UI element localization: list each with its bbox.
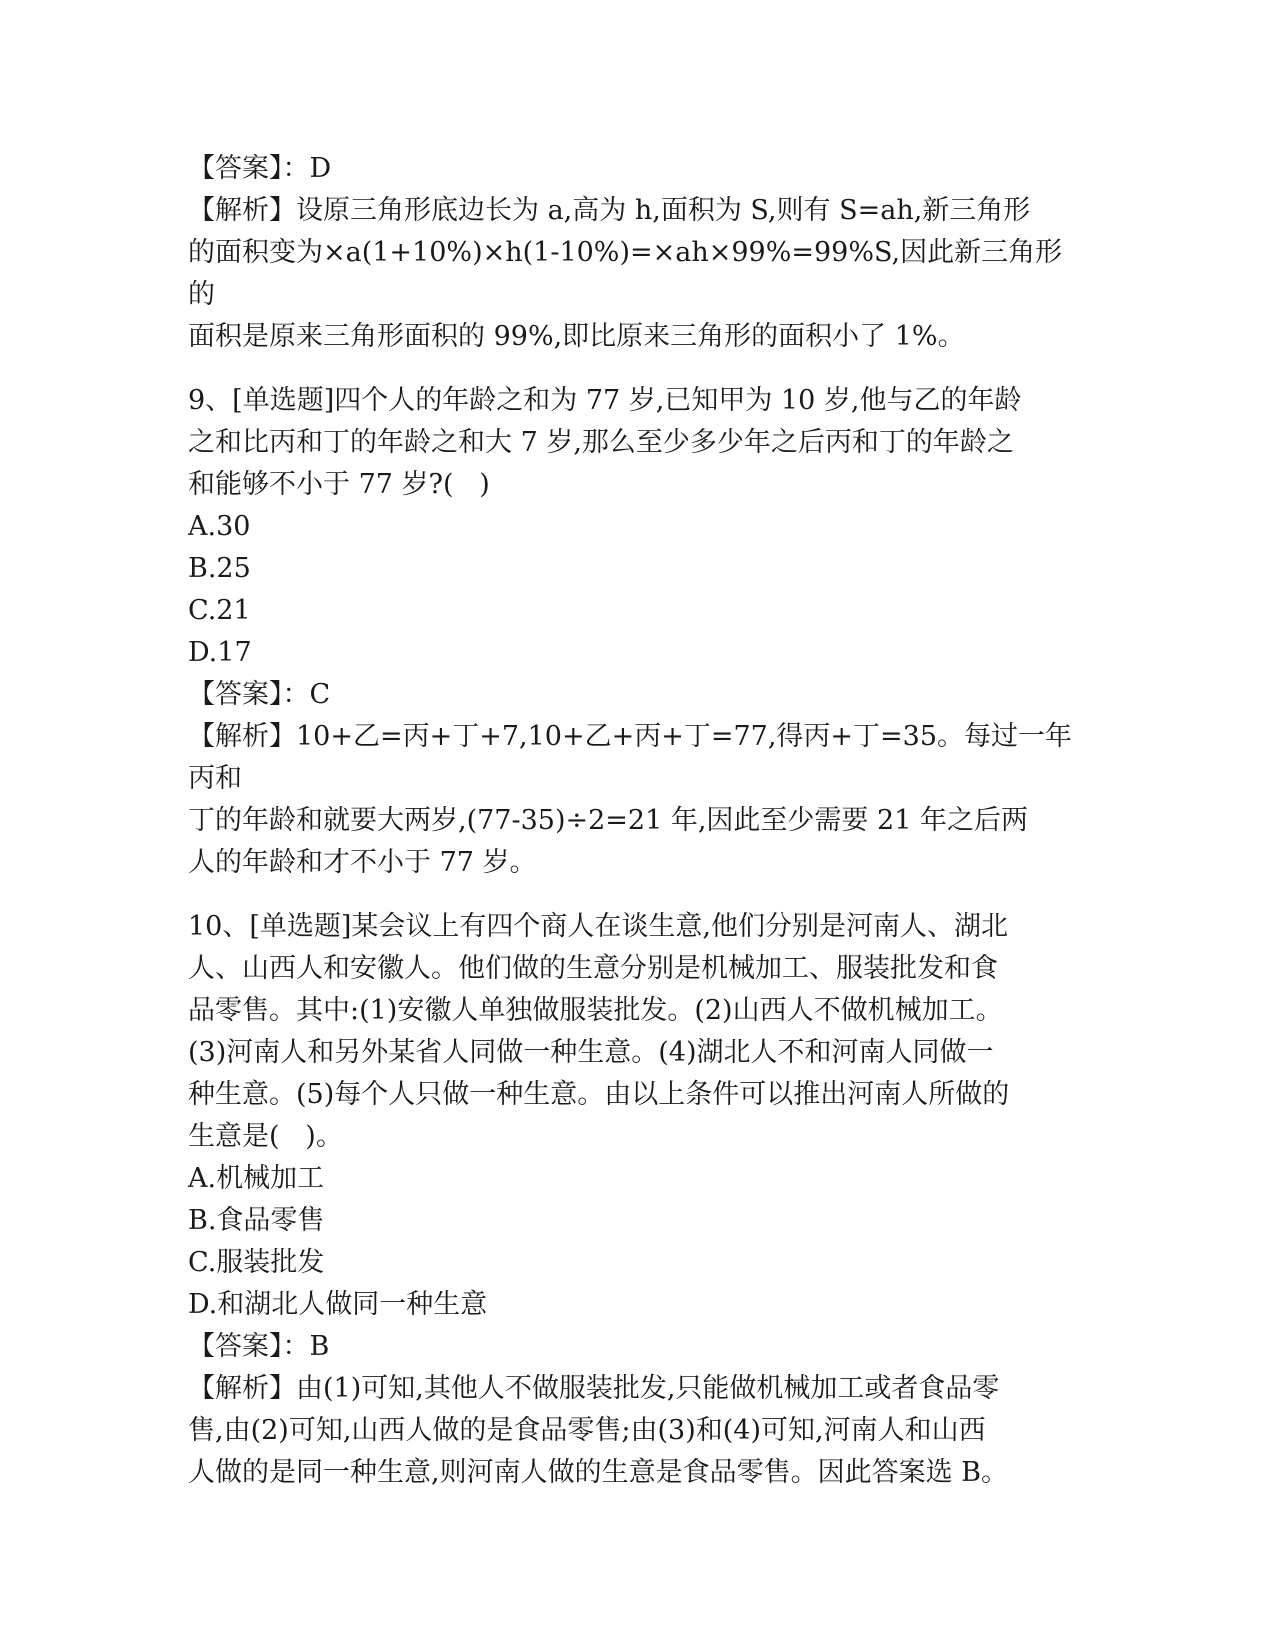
q9-option-b: B.25 [188,553,251,584]
q8-analysis-line: 面积是原来三角形面积的 99%,即比原来三角形的面积小了 1%。 [188,321,965,352]
q10-option-c: C.服装批发 [188,1247,325,1278]
q9-question-line: 和能够不小于 77 岁?( ) [188,469,490,500]
q10-answer: 【答案】：B [188,1331,330,1362]
q10-block [188,906,1088,1494]
q10-analysis-line: 【解析】由(1)可知,其他人不做服装批发,只能做机械加工或者食品零 [188,1373,1000,1404]
q10-analysis-line: 人做的是同一种生意,则河南人做的生意是食品零售。因此答案选 B。 [188,1457,1009,1488]
q9-option-d: D.17 [188,637,252,668]
q10-question-line: 生意是( )。 [188,1121,343,1152]
q8-analysis-line: 的面积变为×a(1+10%)×h(1-10%)=×ah×99%=99%S,因此新三角形的 [188,237,1063,310]
q8-analysis-line: 【解析】设原三角形底边长为 a,高为 h,面积为 S,则有 S=ah,新三角形 [188,195,1031,226]
q9-analysis-line: 丁的年龄和就要大两岁,(77-35)÷2=21 年,因此至少需要 21 年之后两 [188,805,1028,836]
q9-question-line: 之和比丙和丁的年龄之和大 7 岁,那么至少多少年之后丙和丁的年龄之 [188,427,1014,458]
q10-option-d: D.和湖北人做同一种生意 [188,1289,488,1320]
q10-question-line: (3)河南人和另外某省人同做一种生意。(4)湖北人不和河南人同做一 [188,1037,994,1068]
q9-option-c: C.21 [188,595,251,626]
q9-question-line: 9、[单选题]四个人的年龄之和为 77 岁,已知甲为 10 岁,他与乙的年龄 [188,385,1022,416]
q8-answer: 【答案】：D [188,153,332,184]
q9-analysis-line: 人的年龄和才不小于 77 岁。 [188,847,537,878]
q9-analysis-line: 【解析】10+乙=丙+丁+7,10+乙+丙+丁=77,得丙+丁=35。每过一年丙和 [188,721,1072,794]
q9-answer: 【答案】：C [188,679,331,710]
q10-question-line: 人、山西人和安徽人。他们做的生意分别是机械加工、服装批发和食 [188,953,998,984]
document-page [188,148,1088,1494]
q9-option-a: A.30 [188,511,251,542]
q9-block [188,380,1088,884]
q10-option-a: A.机械加工 [188,1163,325,1194]
q10-question-line: 10、[单选题]某会议上有四个商人在谈生意,他们分别是河南人、湖北 [188,911,1009,942]
q10-option-b: B.食品零售 [188,1205,325,1236]
q10-analysis-line: 售,由(2)可知,山西人做的是食品零售;由(3)和(4)可知,河南人和山西 [188,1415,986,1446]
q10-question-line: 品零售。其中:(1)安徽人单独做服装批发。(2)山西人不做机械加工。 [188,995,1003,1026]
q10-question-line: 种生意。(5)每个人只做一种生意。由以上条件可以推出河南人所做的 [188,1079,1010,1110]
q8-block [188,148,1088,358]
